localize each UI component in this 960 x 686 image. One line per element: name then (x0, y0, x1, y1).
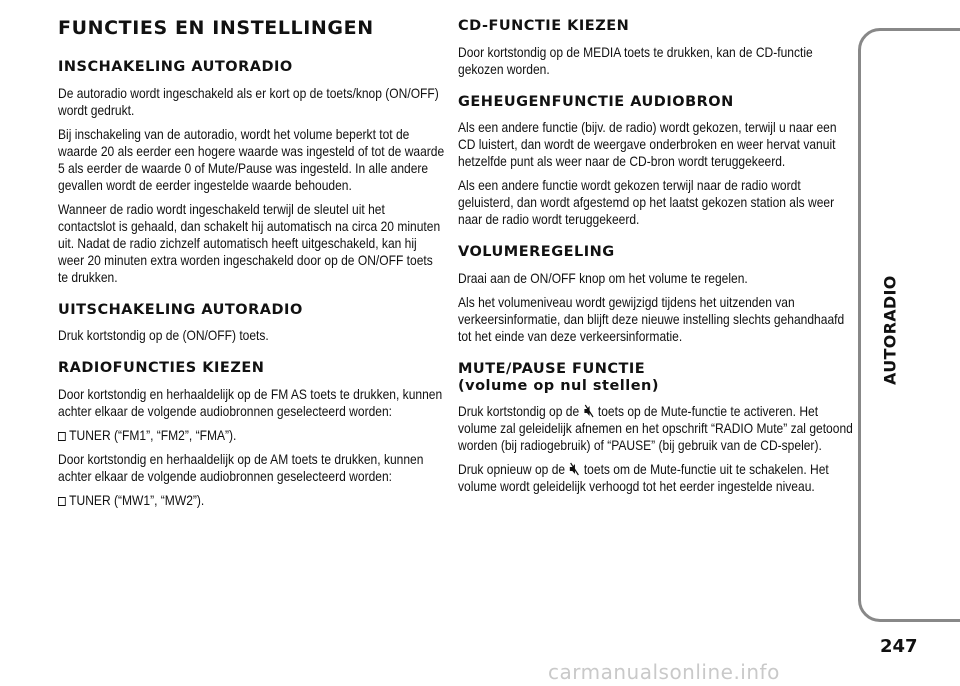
paragraph: De autoradio wordt ingeschakeld als er kort op de toets/knop (ON/OFF) wordt gedrukt. (58, 84, 439, 118)
section-heading: INSCHAKELING AUTORADIO (58, 58, 293, 75)
section-heading: GEHEUGENFUNCTIE AUDIOBRON (458, 93, 734, 110)
checkbox-bullet-icon (58, 432, 66, 441)
section-radiofuncties (58, 360, 446, 509)
paragraph: Druk opnieuw op de toets om de Mute-functie uit te schakelen. Het volume wordt geleidelijk verhoogd tot het eerder ingestelde niveau. (458, 461, 829, 495)
section-heading: MUTE/PAUSE FUNCTIE (458, 361, 646, 378)
paragraph: Als een andere functie (bijv. de radio) wordt gekozen, terwijl u naar een CD luistert, dan wordt de weergave onderbroken en weer hervat vanuit hetzelfde punt als weer naar de CD-bron wordt teruggekeerd. (458, 119, 837, 170)
page-number: 247 (880, 636, 918, 657)
section-mute-pause (458, 361, 854, 495)
paragraph: Als een andere functie wordt gekozen terwijl naar de radio wordt geluisterd, dan wordt afgestemd op het laatst gekozen station als weer naar de radio wordt teruggekeerd. (458, 177, 835, 228)
section-inschakeling (58, 59, 446, 286)
section-uitschakeling (58, 302, 446, 345)
paragraph: Bij inschakeling van de autoradio, wordt het volume beperkt tot de waarde 20 als eerder een hogere waarde was ingesteld of tot de waarde 5 als eerder de waarde 0 of Mute/Pause was ingesteld. In alle andere gevallen wordt de eerder ingestelde waarde behouden. (58, 125, 445, 193)
section-volumeregeling (458, 244, 854, 345)
paragraph: Door kortstondig en herhaaldelijk op de AM toets te drukken, kunnen achter elkaar de volgende audiobronnen geselecteerd worden: (58, 450, 424, 484)
left-column (58, 18, 446, 516)
paragraph: Druk kortstondig op de toets op de Mute-functie te activeren. Het volume zal geleidelijk afnemen en het opschrift “RADIO Mute” zal getoond worden (bij radiogebruik) of “PAUSE” (bij gebruik van de CD-speler). (458, 403, 853, 454)
section-heading: UITSCHAKELING AUTORADIO (58, 301, 303, 318)
checkbox-bullet-icon (58, 497, 66, 506)
paragraph: Wanneer de radio wordt ingeschakeld terwijl de sleutel uit het contactslot is gehaald, dan schakelt hij automatisch na circa 20 minuten uit. Nadat de radio zichzelf automatisch heeft uitgeschakeld, kan hij weer 20 minuten extra worden ingeschakeld door op de ON/OFF toets te drukken. (58, 200, 441, 285)
paragraph: Door kortstondig op de MEDIA toets te drukken, kan de CD-functie gekozen worden. (458, 43, 813, 77)
bullet-item: TUNER (“MW1”, “MW2”). (58, 492, 445, 509)
paragraph: Draai aan de ON/OFF knop om het volume te regelen. (458, 270, 748, 287)
section-geheugenfunctie (458, 94, 854, 229)
section-subheading: (volume op nul stellen) (458, 377, 659, 394)
section-cd-functie (458, 18, 854, 78)
mute-icon (569, 462, 579, 476)
paragraph: Door kortstondig en herhaaldelijk op de FM AS toets te drukken, kunnen achter elkaar de volgende audiobronnen geselecteerd worden: (58, 385, 443, 419)
section-heading: VOLUMEREGELING (458, 244, 615, 261)
right-column (458, 18, 854, 502)
page-title: FUNCTIES EN INSTELLINGEN (58, 17, 374, 39)
chapter-label: AUTORADIO (880, 275, 900, 385)
paragraph: Druk kortstondig op de (ON/OFF) toets. (58, 327, 269, 344)
section-heading: RADIOFUNCTIES KIEZEN (58, 360, 265, 377)
section-heading: CD-FUNCTIE KIEZEN (458, 18, 630, 34)
paragraph: Als het volumeniveau wordt gewijzigd tijdens het uitzenden van verkeersinformatie, dan blijft deze nieuwe instelling slechts gehandhaafd tot het einde van deze verkeersinformatie. (458, 294, 845, 345)
watermark: carmanualsonline.info (548, 660, 780, 684)
bullet-item: TUNER (“FM1”, “FM2”, “FMA”). (58, 427, 445, 444)
mute-icon (583, 404, 593, 418)
